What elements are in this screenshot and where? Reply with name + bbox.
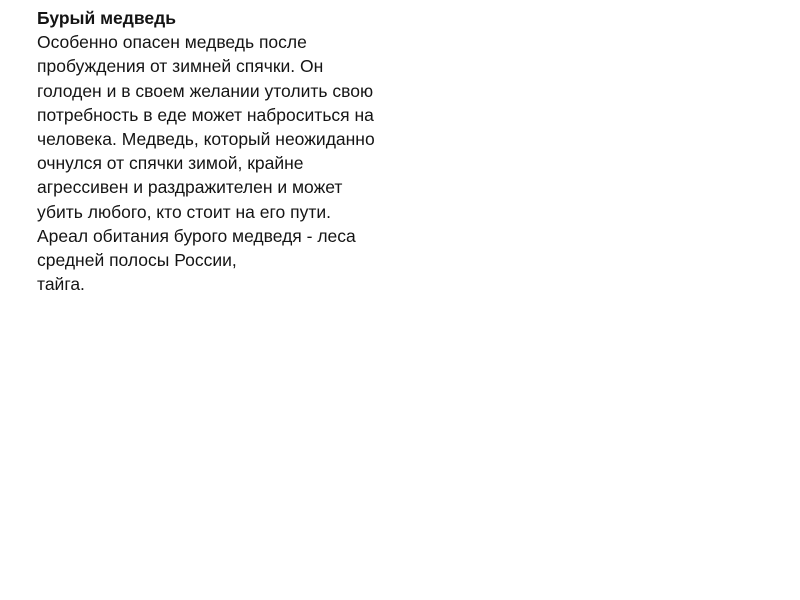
text-line: потребность в еде может наброситься на xyxy=(37,104,374,125)
slide-title: Бурый медведь xyxy=(37,8,177,28)
text-line: Особенно опасен медведь после xyxy=(37,32,307,53)
text-line: человека. Медведь, который неожиданно xyxy=(37,129,375,150)
text-block xyxy=(37,6,437,296)
text-line: пробуждения от зимней спячки. Он xyxy=(37,56,324,77)
text-line: тайга. xyxy=(37,274,85,295)
text-line: очнулся от спячки зимой, крайне xyxy=(37,153,304,174)
text-line: средней полосы России, xyxy=(37,250,237,271)
text-line: Ареал обитания бурого медведя - леса xyxy=(37,225,356,246)
text-line: агрессивен и раздражителен и может xyxy=(37,177,343,198)
text-line: голоден и в своем желании утолить свою xyxy=(37,80,374,101)
text-line: убить любого, кто стоит на его пути. xyxy=(37,201,331,222)
